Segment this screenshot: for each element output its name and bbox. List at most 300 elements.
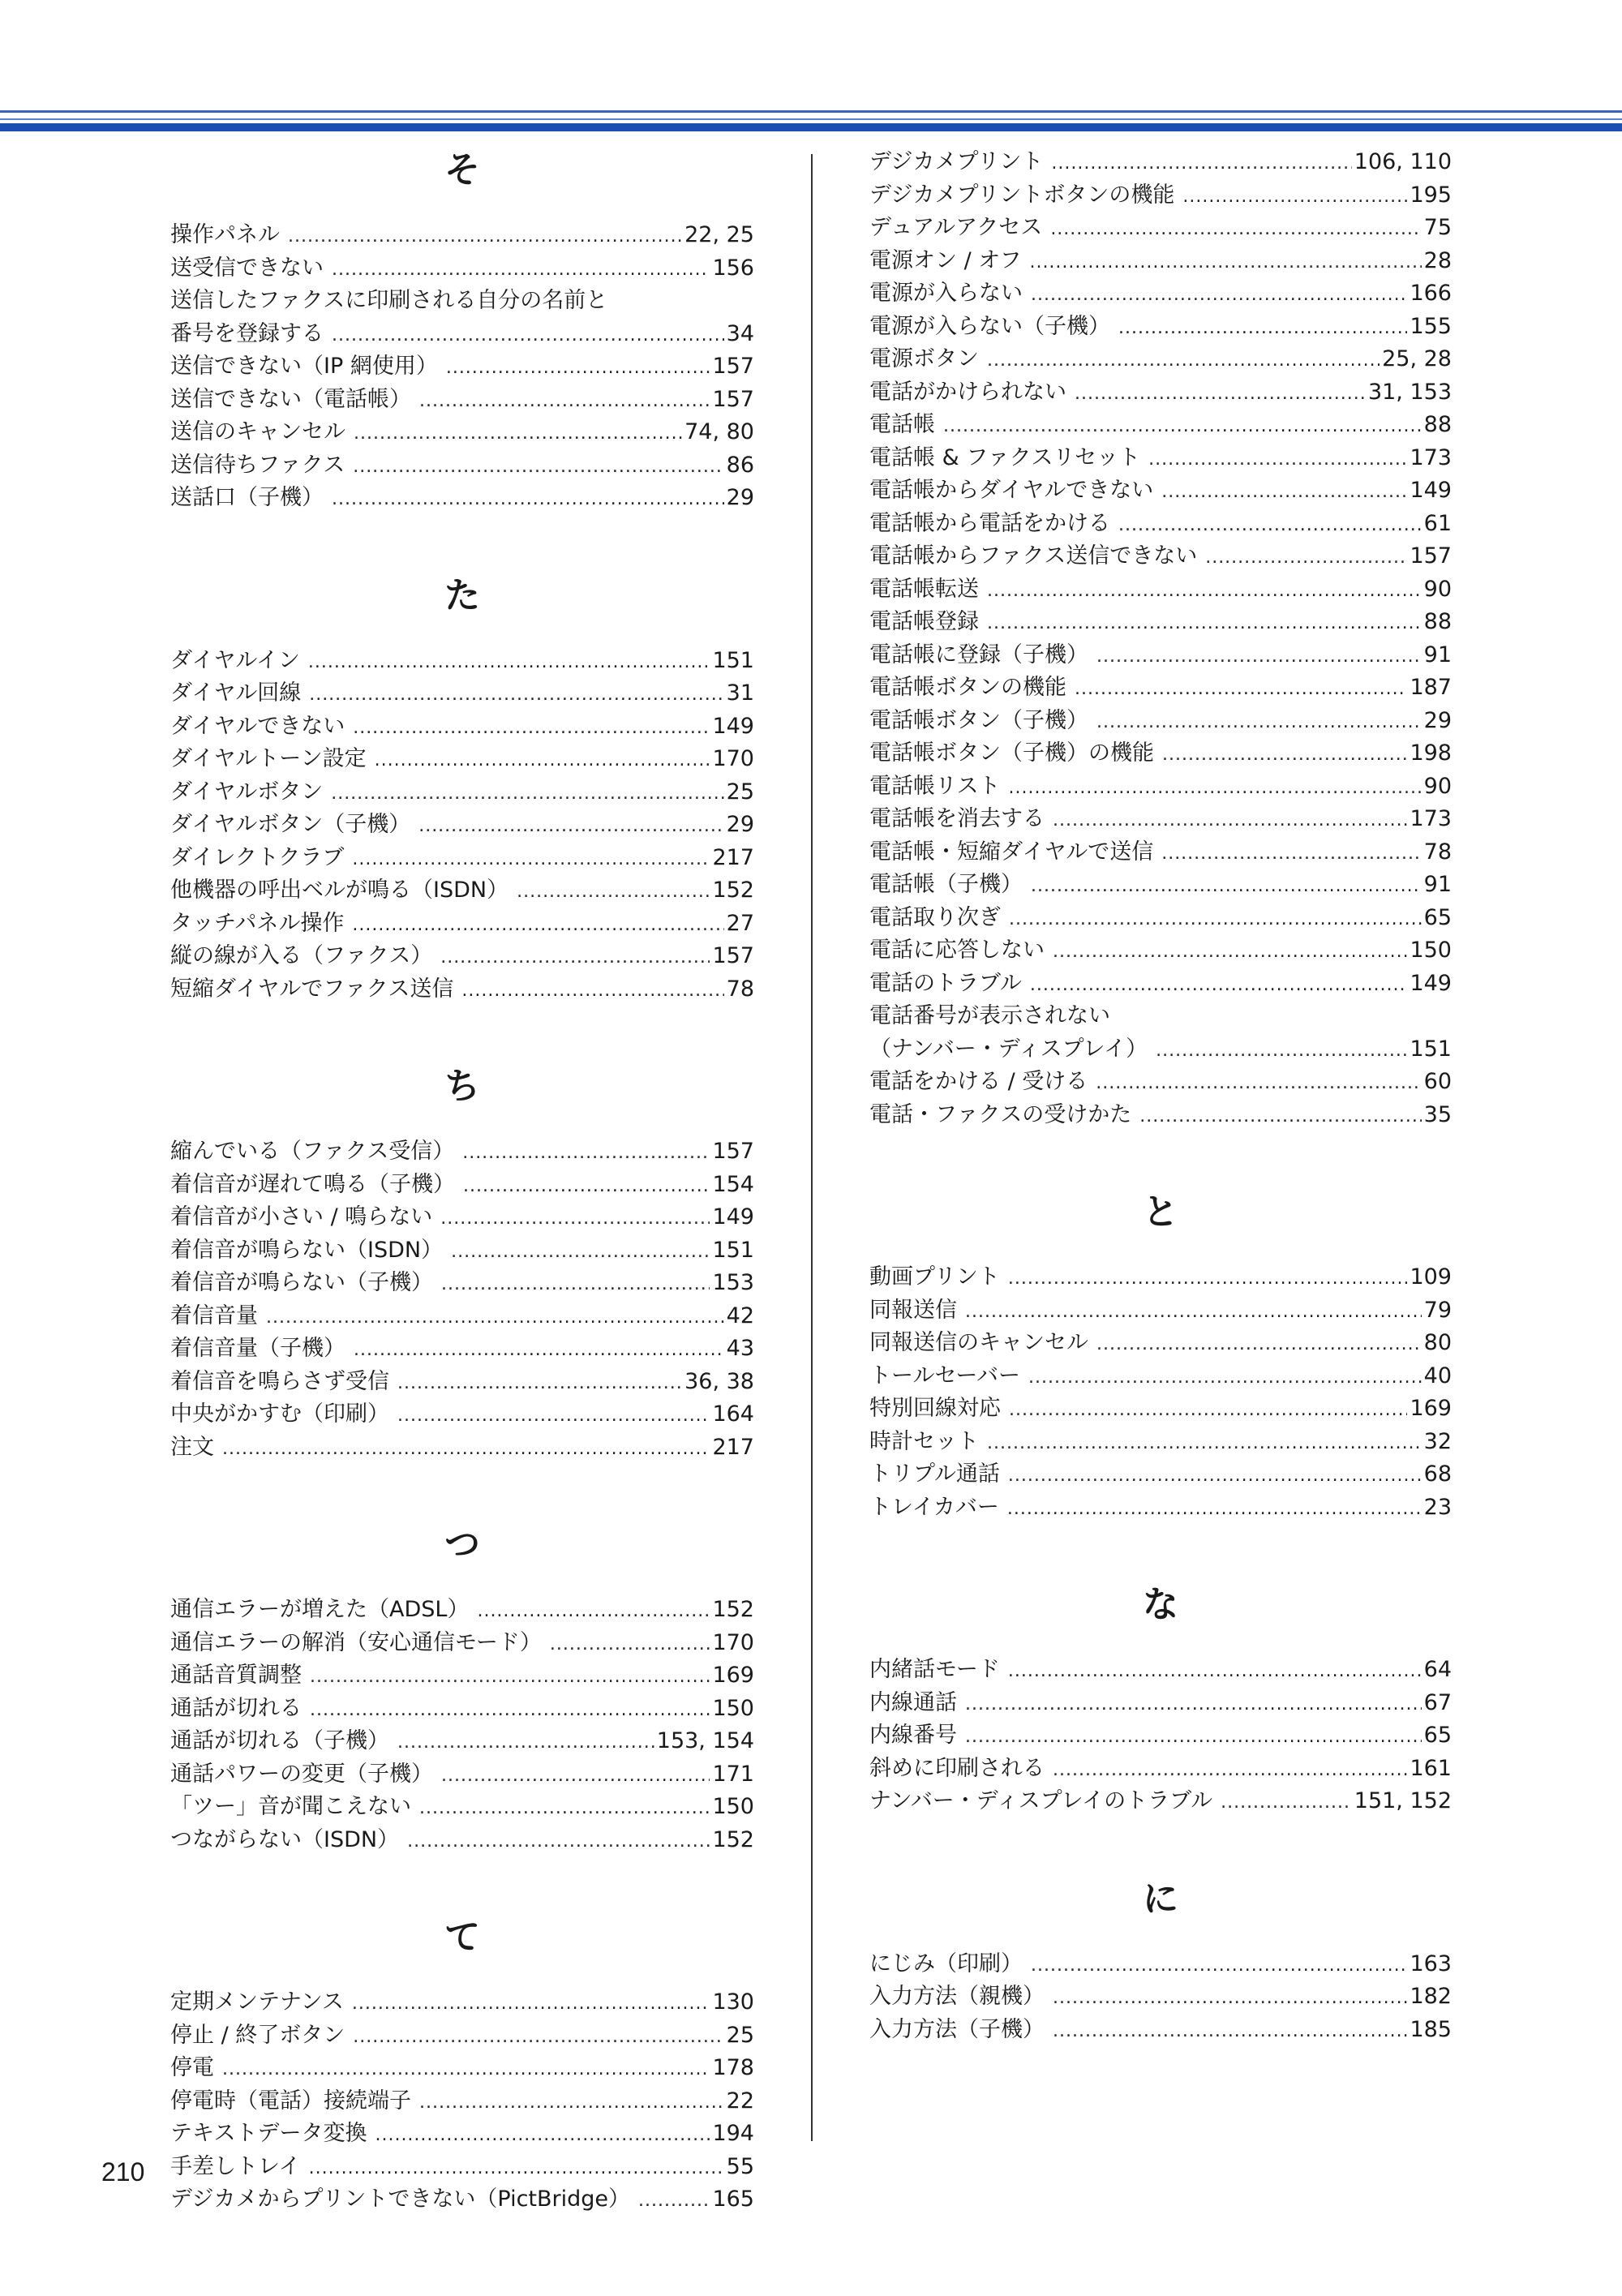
index-entry-label: ダイヤルイン	[170, 647, 300, 673]
index-entry-page: 217	[712, 1434, 754, 1460]
index-entry-label: 送受信できない	[170, 255, 324, 281]
dot-leader	[309, 679, 723, 712]
index-entry-label: 電話帳登録	[869, 609, 979, 634]
index-entry-page: 150	[712, 1695, 754, 1721]
index-entry-page: 36, 38	[684, 1368, 754, 1394]
index-entry-label: 入力方法（親機）	[869, 1984, 1045, 2009]
index-entry	[869, 968, 1452, 1001]
index-entry	[170, 776, 754, 809]
index-entry-page: 32	[1423, 1428, 1452, 1454]
index-entry-page: 79	[1423, 1297, 1452, 1323]
dot-leader	[987, 1427, 1422, 1461]
index-entry	[869, 639, 1452, 672]
header-rule-top	[0, 110, 1622, 113]
dot-leader	[354, 418, 682, 451]
index-entry-label: 定期メンテナンス	[170, 1989, 344, 2015]
index-entry	[869, 1491, 1452, 1525]
index-entry	[869, 245, 1452, 278]
index-entry	[869, 1066, 1452, 1099]
dot-leader	[1096, 706, 1422, 740]
dot-leader	[1096, 1328, 1422, 1362]
dot-leader	[1031, 1950, 1407, 1983]
index-entry-page: 151	[1410, 1036, 1452, 1062]
dot-leader	[1205, 542, 1407, 575]
index-entry-label: 内線通話	[869, 1689, 957, 1715]
index-entry	[170, 1791, 754, 1824]
index-entry-page: 42	[726, 1302, 754, 1328]
dot-leader	[1148, 444, 1407, 477]
index-entry-label: 着信音が鳴らない（子機）	[170, 1270, 433, 1295]
index-entry	[170, 710, 754, 744]
dot-leader	[1031, 870, 1422, 903]
index-entry-label: 電話に応答しない	[869, 938, 1045, 963]
index-entry	[869, 1948, 1452, 1981]
index-entry-label: トールセーバー	[869, 1363, 1021, 1388]
dot-leader	[1008, 772, 1421, 805]
dot-leader	[1221, 1787, 1352, 1820]
index-entry	[869, 606, 1452, 639]
index-entry-page: 43	[726, 1336, 754, 1361]
index-entry-page: 27	[726, 910, 754, 936]
index-entry-page: 157	[1410, 543, 1452, 569]
dot-leader	[419, 1792, 710, 1826]
index-entry-page: 173	[1410, 444, 1452, 470]
index-entry	[170, 1659, 754, 1693]
index-entry	[869, 573, 1452, 607]
index-entry-page: 198	[1410, 740, 1452, 766]
index-entry-label: 短縮ダイヤルでファクス送信	[170, 976, 454, 1002]
index-entry-page: 194	[712, 2121, 754, 2146]
index-entry	[170, 908, 754, 941]
index-entry-page: 149	[1410, 478, 1452, 503]
dot-leader	[375, 2119, 710, 2152]
dot-leader	[310, 1694, 710, 1727]
index-entry	[869, 311, 1452, 344]
index-entry-label: 時計セット	[869, 1428, 979, 1454]
index-entry	[170, 2052, 754, 2085]
index-entry-label: ダイヤルトーン設定	[170, 746, 367, 771]
index-entry-label: 電話取り次ぎ	[869, 904, 1001, 930]
section-heading: て	[444, 1916, 480, 1958]
index-entry-page: 65	[1423, 904, 1452, 930]
index-entry-page: 169	[712, 1663, 754, 1688]
index-entry-page: 153	[712, 1270, 754, 1295]
index-entry	[170, 1594, 754, 1627]
index-entry-page: 130	[712, 1989, 754, 2015]
index-entry-label: 電源ボタン	[869, 346, 979, 371]
index-entry-page: 25	[726, 2022, 754, 2048]
index-entry-page: 25	[726, 779, 754, 805]
dot-leader	[461, 975, 723, 1008]
dot-leader	[1075, 378, 1366, 411]
dot-leader	[965, 1721, 1422, 1754]
index-entry-label: デュアルアクセス	[869, 215, 1043, 240]
dot-leader	[1075, 673, 1407, 706]
dot-leader	[446, 352, 710, 385]
index-section	[869, 1581, 1452, 1818]
dot-leader	[407, 1826, 710, 1859]
index-entry-page: 170	[712, 1629, 754, 1655]
section-heading: そ	[444, 149, 480, 191]
index-entry-page: 150	[1410, 938, 1452, 963]
index-entry	[869, 1099, 1452, 1132]
index-entry	[869, 1654, 1452, 1687]
index-entry-page: 22, 25	[684, 222, 754, 247]
index-entry-label: 着信音量	[170, 1302, 258, 1328]
index-entry-page: 156	[712, 255, 754, 281]
index-entry-label: 内緒話モード	[869, 1657, 1000, 1682]
dot-leader	[462, 1137, 710, 1170]
section-heading: ち	[444, 1066, 480, 1107]
index-entry	[869, 1327, 1452, 1360]
index-entry-page: 149	[712, 1204, 754, 1230]
index-entry	[869, 540, 1452, 573]
index-entry-page: 154	[712, 1171, 754, 1197]
dot-leader	[943, 410, 1422, 444]
index-entry	[170, 350, 754, 384]
dot-leader	[1161, 838, 1421, 871]
dot-leader	[1053, 2015, 1407, 2049]
index-entry	[869, 508, 1452, 541]
index-entry-label: 電話帳からダイヤルできない	[869, 478, 1154, 503]
dot-leader	[288, 221, 682, 254]
dot-leader	[375, 745, 710, 778]
index-entry	[170, 1693, 754, 1726]
index-entry-page: 28	[1423, 247, 1452, 273]
index-section	[869, 1875, 1452, 2047]
index-entry	[170, 1627, 754, 1660]
section-heading: た	[444, 574, 480, 616]
index-entry-label: 停電時（電話）接続端子	[170, 2088, 411, 2114]
index-entry-page: 61	[1423, 510, 1452, 536]
section-gap	[170, 1006, 754, 1062]
index-entry-page: 157	[712, 354, 754, 379]
dot-leader	[1139, 1101, 1421, 1134]
index-section	[170, 146, 754, 515]
index-section	[869, 1188, 1452, 1524]
dot-leader	[440, 942, 710, 975]
index-entry-label: 電話がかけられない	[869, 379, 1066, 405]
index-entry	[170, 1431, 754, 1465]
index-entry-label: 縮んでいる（ファクス受信）	[170, 1139, 455, 1164]
index-entry-page: 74, 80	[684, 419, 754, 444]
index-entry-label: 通話が切れる	[170, 1695, 302, 1721]
index-entry-label: 電話をかける / 受ける	[869, 1069, 1088, 1094]
index-entry-label: ダイレクトクラブ	[170, 844, 345, 870]
dot-leader	[517, 876, 710, 909]
index-entry-page: 157	[712, 1139, 754, 1164]
index-entry-label: 同報送信のキャンセル	[869, 1330, 1088, 1355]
index-entry-label: 入力方法（子機）	[869, 2016, 1045, 2042]
index-entry-label: 同報送信	[869, 1297, 957, 1323]
index-entry-label: つながらない（ISDN）	[170, 1826, 400, 1852]
index-entry-page: 91	[1423, 872, 1452, 897]
index-entry-label: 着信音量（子機）	[170, 1336, 345, 1361]
index-entry	[170, 2151, 754, 2184]
index-entry-page: 151	[712, 1237, 754, 1263]
index-entry-label: 電話帳リスト	[869, 773, 1001, 799]
dot-leader	[451, 1236, 710, 1269]
dot-leader	[1031, 279, 1407, 312]
index-entry	[869, 1360, 1452, 1393]
index-entry-page: 155	[1410, 313, 1452, 339]
index-entry	[170, 1758, 754, 1792]
index-entry-label: 送信したファクスに印刷される自分の名前と	[170, 288, 608, 313]
dot-leader	[352, 1988, 710, 2021]
index-entry	[869, 1785, 1452, 1818]
index-entry-label: 番号を登録する	[170, 320, 324, 346]
index-entry-page: 165	[712, 2187, 754, 2212]
index-entry-page: 178	[712, 2055, 754, 2080]
index-entry-label: 電源が入らない	[869, 281, 1023, 306]
index-entry-label: テキストデータ変換	[170, 2121, 367, 2146]
index-entry-page: 217	[712, 844, 754, 870]
dot-leader	[1118, 509, 1422, 543]
section-gap	[869, 1818, 1452, 1875]
dot-leader	[353, 451, 723, 484]
dot-leader	[397, 1727, 654, 1760]
index-entry-label: 停電	[170, 2055, 214, 2080]
index-entry-label: 電話帳転送	[869, 576, 979, 602]
index-entry-label: 操作パネル	[170, 222, 280, 247]
index-entry-page: 152	[712, 878, 754, 903]
index-entry	[170, 677, 754, 710]
dot-leader	[987, 345, 1380, 378]
index-entry-page: 152	[712, 1826, 754, 1852]
index-entry-page: 150	[712, 1794, 754, 1819]
index-entry	[869, 179, 1452, 212]
dot-leader	[222, 1433, 710, 1466]
index-section	[170, 1913, 754, 2217]
dot-leader	[1008, 1655, 1422, 1689]
dot-leader	[1053, 805, 1407, 838]
dot-leader	[397, 1400, 710, 1433]
index-entry-label: デジカメプリント	[869, 149, 1044, 174]
index-entry	[869, 1294, 1452, 1328]
dot-leader	[1053, 1754, 1407, 1787]
section-gap	[869, 1131, 1452, 1188]
index-section	[869, 146, 1452, 1131]
page-number: 210	[101, 2157, 145, 2187]
index-entry-page: 29	[1423, 707, 1452, 733]
index-entry	[869, 1458, 1452, 1491]
index-entry-label: 電話帳ボタン（子機）	[869, 707, 1088, 733]
index-entry-label: 通信エラーが増えた（ADSL）	[170, 1597, 470, 1622]
index-entry-label: 電話帳	[869, 412, 935, 437]
index-entry-page: 29	[726, 812, 754, 837]
section-gap	[170, 1856, 754, 1913]
index-entry	[170, 874, 754, 908]
index-entry-label: 手差しトレイ	[170, 2153, 301, 2179]
index-entry-label: ダイヤルボタン	[170, 779, 324, 805]
index-entry-label: 中央がかすむ（印刷）	[170, 1401, 389, 1427]
dot-leader	[1030, 969, 1408, 1002]
index-entry	[869, 803, 1452, 836]
index-entry-label: 内線番号	[869, 1723, 957, 1748]
dot-leader	[463, 1170, 710, 1204]
dot-leader	[477, 1595, 710, 1629]
index-entry-label: 注文	[170, 1434, 214, 1460]
dot-leader	[354, 1334, 724, 1367]
dot-leader	[353, 712, 710, 745]
index-entry-page: 80	[1423, 1330, 1452, 1355]
index-entry-page: 195	[1410, 182, 1452, 208]
index-entry-label: 斜めに印刷される	[869, 1755, 1045, 1781]
index-entry-page: 90	[1423, 576, 1452, 602]
index-entry-label: デジカメプリントボタンの機能	[869, 182, 1175, 208]
dot-leader	[266, 1302, 724, 1335]
dot-leader	[331, 778, 723, 811]
dot-leader	[965, 1296, 1422, 1329]
dot-leader	[419, 2087, 724, 2120]
index-entry	[869, 1719, 1452, 1753]
index-entry	[869, 1981, 1452, 2014]
dot-leader	[440, 1203, 710, 1236]
dot-leader	[332, 483, 724, 517]
index-entry-label: ダイヤルできない	[170, 713, 345, 739]
section-gap	[869, 1524, 1452, 1581]
index-entry-page: 64	[1423, 1657, 1452, 1682]
index-entry	[869, 1033, 1452, 1066]
index-entry	[170, 809, 754, 842]
index-entry-page: 161	[1410, 1755, 1452, 1781]
index-entry	[869, 474, 1452, 508]
index-entry-page: 68	[1423, 1461, 1452, 1487]
index-entry	[170, 416, 754, 449]
index-entry-page: 151, 152	[1354, 1788, 1452, 1813]
index-entry-label: 電源オン / オフ	[869, 247, 1022, 273]
dot-leader	[353, 2021, 723, 2054]
dot-leader	[332, 320, 724, 353]
index-entry-label: 停止 / 終了ボタン	[170, 2022, 345, 2048]
section-heading: に	[1143, 1878, 1178, 1920]
index-entry-label: 通話が切れる（子機）	[170, 1728, 389, 1753]
index-entry	[170, 1366, 754, 1399]
index-entry-label: 電話帳からファクス送信できない	[869, 543, 1198, 569]
index-entry-label: （ナンバー・ディスプレイ）	[869, 1036, 1148, 1062]
index-entry	[170, 1824, 754, 1857]
index-entry-page: 34	[726, 320, 754, 346]
index-entry-label: 電話帳ボタン（子機）の機能	[869, 740, 1154, 766]
section-heading: つ	[444, 1524, 480, 1565]
index-entry	[170, 842, 754, 875]
header-rule-bottom	[0, 123, 1622, 131]
index-entry-page: 170	[712, 746, 754, 771]
index-entry-label: デジカメからプリントできない（PictBridge）	[170, 2187, 631, 2212]
index-entry-label: 電話・ファクスの受けかた	[869, 1101, 1132, 1127]
index-entry-page: 185	[1410, 2016, 1452, 2042]
index-entry-label: 電源が入らない（子機）	[869, 313, 1110, 339]
index-entry-label: 着信音を鳴らさず受信	[170, 1368, 389, 1394]
index-entry-label: 通話音質調整	[170, 1663, 302, 1688]
index-entry	[170, 1234, 754, 1268]
index-entry-label: 電話帳・短縮ダイヤルで送信	[869, 839, 1154, 865]
index-entry	[170, 940, 754, 973]
dot-leader	[441, 1268, 710, 1302]
index-entry-page: 169	[1410, 1396, 1452, 1421]
dot-leader	[1182, 181, 1407, 214]
index-entry-label: 特別回線対応	[869, 1396, 1001, 1421]
dot-leader	[1051, 148, 1351, 181]
index-entry	[170, 645, 754, 678]
index-entry-page: 86	[726, 452, 754, 478]
dot-leader	[550, 1629, 710, 1662]
index-entry	[869, 277, 1452, 311]
index-entry	[869, 1393, 1452, 1426]
index-entry-label: 着信音が小さい / 鳴らない	[170, 1204, 433, 1230]
dot-leader	[1009, 1394, 1407, 1427]
dot-leader	[987, 575, 1422, 608]
index-entry-label: 送信できない（IP 網使用）	[170, 354, 438, 379]
index-entry	[869, 2014, 1452, 2047]
index-entry	[170, 1725, 754, 1758]
index-entry-label: 着信音が遅れて鳴る（子機）	[170, 1171, 455, 1197]
index-entry	[170, 2118, 754, 2151]
index-entry-label: 電話番号が表示されない	[869, 1003, 1110, 1028]
dot-leader	[332, 254, 710, 287]
dot-leader	[1050, 213, 1421, 247]
index-entry-label: 電話のトラブル	[869, 970, 1022, 996]
dot-leader	[419, 385, 710, 418]
index-entry-label: トレイカバー	[869, 1494, 999, 1520]
index-entry	[170, 1398, 754, 1431]
section-gap	[170, 1464, 754, 1521]
index-entry-page: 88	[1423, 609, 1452, 634]
dot-leader	[418, 810, 723, 843]
index-entry	[170, 743, 754, 776]
dot-leader	[1118, 312, 1407, 345]
dot-leader	[1053, 1982, 1407, 2015]
index-entry-page: 163	[1410, 1951, 1452, 1976]
index-entry	[170, 384, 754, 417]
index-entry	[170, 1135, 754, 1169]
dot-leader	[987, 607, 1422, 641]
index-entry	[869, 1753, 1452, 1786]
index-entry	[869, 770, 1452, 804]
index-entry-page: 182	[1410, 1984, 1452, 2009]
index-entry-page: 40	[1423, 1363, 1452, 1388]
index-entry-page: 164	[712, 1401, 754, 1427]
index-entry-page: 166	[1410, 281, 1452, 306]
index-entry-page: 157	[712, 943, 754, 968]
index-entry-page: 149	[1410, 970, 1452, 996]
dot-leader	[1029, 247, 1421, 280]
index-entry-label: 通信エラーの解消（安心通信モード）	[170, 1629, 542, 1655]
dot-leader	[1161, 476, 1407, 509]
dot-leader	[352, 843, 710, 877]
index-entry	[869, 902, 1452, 935]
index-entry-label: 送信のキャンセル	[170, 419, 345, 444]
index-entry-label: 「ツー」音が聞こえない	[170, 1794, 411, 1819]
header-rule-middle	[0, 118, 1622, 120]
dot-leader	[1162, 739, 1407, 772]
index-column-right	[869, 146, 1452, 2046]
index-entry-page: 91	[1423, 642, 1452, 667]
index-column-left	[170, 146, 754, 2217]
dot-leader	[1008, 1460, 1422, 1493]
index-entry-page: 55	[726, 2153, 754, 2179]
index-entry	[869, 869, 1452, 902]
index-entry-page: 90	[1423, 773, 1452, 799]
dot-leader	[1156, 1035, 1407, 1068]
index-entry-label: 通話パワーの変更（子機）	[170, 1761, 433, 1787]
index-entry	[170, 2183, 754, 2217]
dot-leader	[965, 1689, 1422, 1722]
index-entry	[869, 212, 1452, 245]
index-entry-page: 153, 154	[656, 1728, 754, 1753]
dot-leader	[1053, 936, 1407, 969]
index-entry	[869, 146, 1452, 179]
